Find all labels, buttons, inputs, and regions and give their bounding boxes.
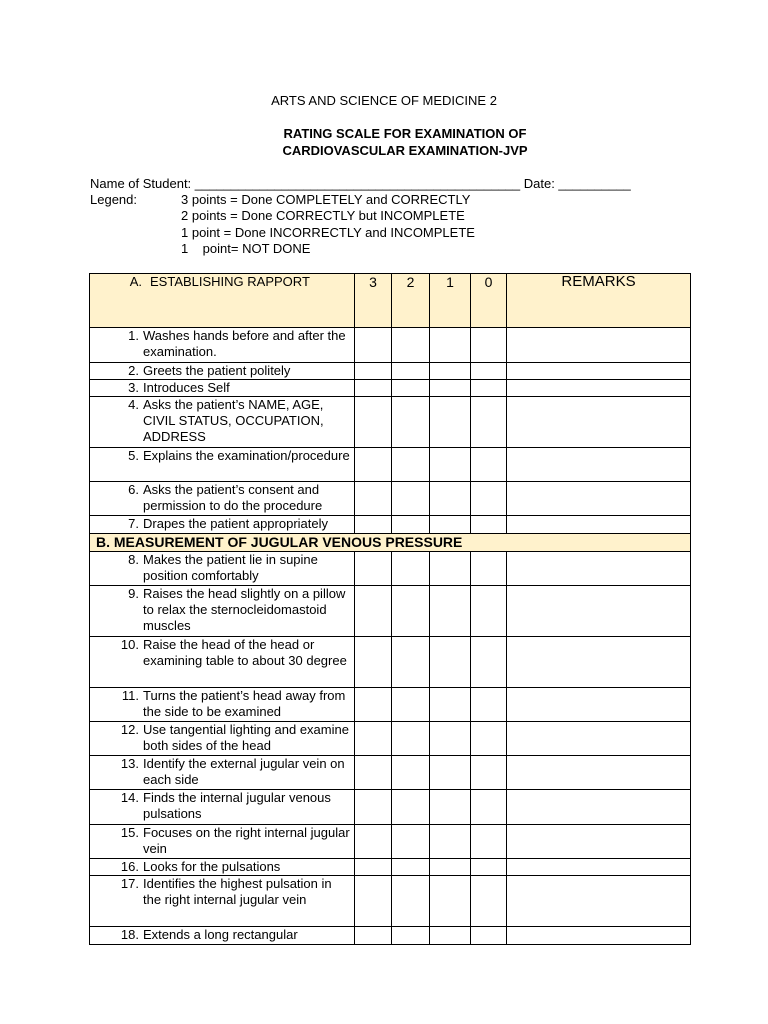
remarks-cell[interactable]: [507, 328, 691, 363]
score-0-cell[interactable]: [471, 859, 507, 876]
criterion-cell: [90, 859, 355, 876]
table-row: [90, 363, 691, 380]
score-0-cell[interactable]: [471, 825, 507, 859]
remarks-cell[interactable]: [507, 552, 691, 586]
table-row: [90, 790, 691, 825]
criterion-text: Focuses on the right internal jugular vein: [143, 825, 350, 856]
score-header-0: 0: [471, 274, 507, 328]
score-3-cell[interactable]: [355, 637, 392, 688]
score-3-cell[interactable]: [355, 482, 392, 516]
legend-label: Legend:: [90, 192, 137, 207]
score-header-1: 1: [430, 274, 471, 328]
score-3-cell[interactable]: [355, 448, 392, 482]
table-row: [90, 328, 691, 363]
score-1-cell[interactable]: [430, 756, 471, 790]
legend-item: 3 points = Done COMPLETELY and CORRECTLY: [181, 192, 471, 207]
score-3-cell[interactable]: [355, 380, 392, 397]
table-row: [90, 397, 691, 448]
criterion-cell: [90, 790, 355, 825]
score-0-cell[interactable]: [471, 790, 507, 825]
legend-item: 1 point = Done INCORRECTLY and INCOMPLETE: [181, 225, 475, 240]
criterion-text: Raise the head of the head or examining table to about 30 degree: [143, 637, 347, 668]
score-1-cell[interactable]: [430, 586, 471, 637]
score-3-cell[interactable]: [355, 859, 392, 876]
table-row: [90, 688, 691, 722]
score-2-cell[interactable]: [392, 448, 430, 482]
score-0-cell[interactable]: [471, 397, 507, 448]
remarks-cell[interactable]: [507, 586, 691, 637]
score-2-cell[interactable]: [392, 637, 430, 688]
criterion-cell: [90, 825, 355, 859]
criterion-cell: [90, 876, 355, 927]
score-3-cell[interactable]: [355, 328, 392, 363]
criterion-text: Use tangential lighting and examine both sides of the head: [143, 722, 349, 753]
score-3-cell[interactable]: [355, 397, 392, 448]
score-0-cell[interactable]: [471, 927, 507, 945]
criterion-cell: [90, 586, 355, 637]
remarks-cell[interactable]: [507, 859, 691, 876]
legend-item: 1 point= NOT DONE: [181, 241, 311, 256]
remarks-cell[interactable]: [507, 927, 691, 945]
score-header-3: 3: [355, 274, 392, 328]
score-1-cell[interactable]: [430, 328, 471, 363]
remarks-cell[interactable]: [507, 876, 691, 927]
score-2-cell[interactable]: [392, 328, 430, 363]
table-row: [90, 825, 691, 859]
criterion-number: 17.: [120, 876, 139, 891]
score-3-cell[interactable]: [355, 790, 392, 825]
criterion-text: Finds the internal jugular venous pulsations: [143, 790, 331, 821]
criterion-cell: [90, 756, 355, 790]
score-1-cell[interactable]: [430, 825, 471, 859]
form-title-line1: RATING SCALE FOR EXAMINATION OF: [283, 126, 527, 141]
criterion-number: 7.: [128, 516, 139, 531]
table-row: [90, 859, 691, 876]
criterion-number: 8.: [128, 552, 139, 567]
score-0-cell[interactable]: [471, 637, 507, 688]
score-0-cell[interactable]: [471, 482, 507, 516]
criterion-text: Extends a long rectangular: [143, 927, 298, 942]
criterion-text: Explains the examination/procedure: [143, 448, 350, 463]
score-2-cell[interactable]: [392, 516, 430, 534]
remarks-cell[interactable]: [507, 790, 691, 825]
table-row: [90, 722, 691, 756]
criterion-number: 5.: [128, 448, 139, 463]
score-2-cell[interactable]: [392, 722, 430, 756]
score-0-cell[interactable]: [471, 688, 507, 722]
criterion-number: 4.: [128, 397, 139, 412]
table-row: [90, 637, 691, 688]
score-3-cell[interactable]: [355, 756, 392, 790]
criterion-cell: [90, 397, 355, 448]
table-header-row: [90, 274, 691, 328]
table-row: [90, 448, 691, 482]
score-2-cell[interactable]: [392, 790, 430, 825]
remarks-cell[interactable]: [507, 363, 691, 380]
criterion-text: Looks for the pulsations: [143, 859, 281, 874]
criterion-cell: [90, 448, 355, 482]
score-2-cell[interactable]: [392, 688, 430, 722]
criterion-cell: [90, 637, 355, 688]
remarks-header: REMARKS: [507, 274, 691, 328]
criterion-number: 12.: [120, 722, 139, 737]
score-0-cell[interactable]: [471, 328, 507, 363]
criterion-text: Turns the patient’s head away from the side to be examined: [143, 688, 346, 719]
criterion-number: 9.: [128, 586, 139, 601]
criterion-cell: [90, 722, 355, 756]
criterion-text: Washes hands before and after the examination.: [143, 328, 346, 359]
score-2-cell[interactable]: [392, 756, 430, 790]
score-1-cell[interactable]: [430, 637, 471, 688]
criterion-cell: [90, 516, 355, 534]
criterion-text: Asks the patient’s consent and permission to do the procedure: [143, 482, 323, 513]
table-row: [90, 516, 691, 534]
form-title-line2: CARDIOVASCULAR EXAMINATION-JVP: [282, 143, 528, 158]
score-1-cell[interactable]: [430, 552, 471, 586]
criterion-cell: [90, 552, 355, 586]
criterion-cell: [90, 482, 355, 516]
score-2-cell[interactable]: [392, 363, 430, 380]
score-0-cell[interactable]: [471, 380, 507, 397]
criterion-number: 13.: [120, 756, 139, 771]
criterion-number: 2.: [128, 363, 139, 378]
score-0-cell[interactable]: [471, 516, 507, 534]
score-1-cell[interactable]: [430, 516, 471, 534]
score-3-cell[interactable]: [355, 722, 392, 756]
remarks-cell[interactable]: [507, 482, 691, 516]
criterion-number: 11.: [121, 688, 139, 703]
table-row: [90, 586, 691, 637]
score-1-cell[interactable]: [430, 790, 471, 825]
score-1-cell[interactable]: [430, 876, 471, 927]
score-3-cell[interactable]: [355, 825, 392, 859]
criterion-cell: [90, 380, 355, 397]
score-3-cell[interactable]: [355, 688, 392, 722]
remarks-cell[interactable]: [507, 637, 691, 688]
rating-table: [89, 273, 691, 945]
section-b-row: [90, 534, 691, 552]
score-0-cell[interactable]: [471, 876, 507, 927]
score-1-cell[interactable]: [430, 380, 471, 397]
criterion-text: Asks the patient’s NAME, AGE, CIVIL STATUS, OCCUPATION, ADDRESS: [143, 397, 324, 444]
table-row: [90, 380, 691, 397]
table-row: [90, 876, 691, 927]
score-2-cell[interactable]: [392, 876, 430, 927]
score-2-cell[interactable]: [392, 825, 430, 859]
criterion-number: 14.: [120, 790, 139, 805]
course-title: ARTS AND SCIENCE OF MEDICINE 2: [271, 93, 497, 108]
remarks-cell[interactable]: [507, 756, 691, 790]
criterion-text: Introduces Self: [143, 380, 230, 395]
score-3-cell[interactable]: [355, 586, 392, 637]
section-b-label: B. MEASUREMENT OF JUGULAR VENOUS PRESSURE: [96, 534, 463, 550]
score-0-cell[interactable]: [471, 552, 507, 586]
score-0-cell[interactable]: [471, 448, 507, 482]
criterion-number: 18.: [120, 927, 139, 942]
section-a-header: [90, 274, 355, 328]
remarks-cell[interactable]: [507, 688, 691, 722]
score-1-cell[interactable]: [430, 688, 471, 722]
score-2-cell[interactable]: [392, 586, 430, 637]
score-2-cell[interactable]: [392, 482, 430, 516]
score-1-cell[interactable]: [430, 722, 471, 756]
criterion-number: 16.: [120, 859, 139, 874]
remarks-cell[interactable]: [507, 380, 691, 397]
score-3-cell[interactable]: [355, 876, 392, 927]
criterion-number: 10.: [120, 637, 139, 652]
score-1-cell[interactable]: [430, 927, 471, 945]
score-2-cell[interactable]: [392, 380, 430, 397]
criterion-text: Identify the external jugular vein on each side: [143, 756, 345, 787]
remarks-cell[interactable]: [507, 516, 691, 534]
criterion-number: 3.: [128, 380, 139, 395]
remarks-cell[interactable]: [507, 722, 691, 756]
score-1-cell[interactable]: [430, 859, 471, 876]
score-0-cell[interactable]: [471, 722, 507, 756]
remarks-cell[interactable]: [507, 397, 691, 448]
criterion-text: Raises the head slightly on a pillow to relax the sternocleidomastoid muscles: [143, 586, 346, 633]
criterion-cell: [90, 688, 355, 722]
table-row: [90, 482, 691, 516]
score-2-cell[interactable]: [392, 397, 430, 448]
criterion-text: Makes the patient lie in supine position comfortably: [143, 552, 318, 583]
score-1-cell[interactable]: [430, 448, 471, 482]
section-a-number: A.: [129, 274, 142, 289]
score-1-cell[interactable]: [430, 397, 471, 448]
score-header-2: 2: [392, 274, 430, 328]
criterion-cell: [90, 927, 355, 945]
criterion-text: Drapes the patient appropriately: [143, 516, 329, 531]
remarks-cell[interactable]: [507, 448, 691, 482]
criterion-number: 6.: [128, 482, 139, 497]
table-row: [90, 552, 691, 586]
score-2-cell[interactable]: [392, 552, 430, 586]
score-0-cell[interactable]: [471, 586, 507, 637]
criterion-number: 1.: [128, 328, 139, 343]
score-2-cell[interactable]: [392, 859, 430, 876]
criterion-cell: [90, 363, 355, 380]
student-name-date-line: Name of Student: _____________________________________________ Date: __________: [90, 176, 631, 191]
score-0-cell[interactable]: [471, 363, 507, 380]
score-2-cell[interactable]: [392, 927, 430, 945]
criterion-number: 15.: [120, 825, 139, 840]
criterion-cell: [90, 328, 355, 363]
score-1-cell[interactable]: [430, 482, 471, 516]
score-3-cell[interactable]: [355, 552, 392, 586]
criterion-text: Greets the patient politely: [143, 363, 291, 378]
table-row: [90, 756, 691, 790]
remarks-cell[interactable]: [507, 825, 691, 859]
score-3-cell[interactable]: [355, 516, 392, 534]
section-a-label: ESTABLISHING RAPPORT: [150, 274, 310, 289]
legend-item: 2 points = Done CORRECTLY but INCOMPLETE: [181, 208, 465, 223]
score-3-cell[interactable]: [355, 927, 392, 945]
score-0-cell[interactable]: [471, 756, 507, 790]
score-3-cell[interactable]: [355, 363, 392, 380]
criterion-text: Identifies the highest pulsation in the right internal jugular vein: [143, 876, 332, 907]
table-row: [90, 927, 691, 945]
score-1-cell[interactable]: [430, 363, 471, 380]
